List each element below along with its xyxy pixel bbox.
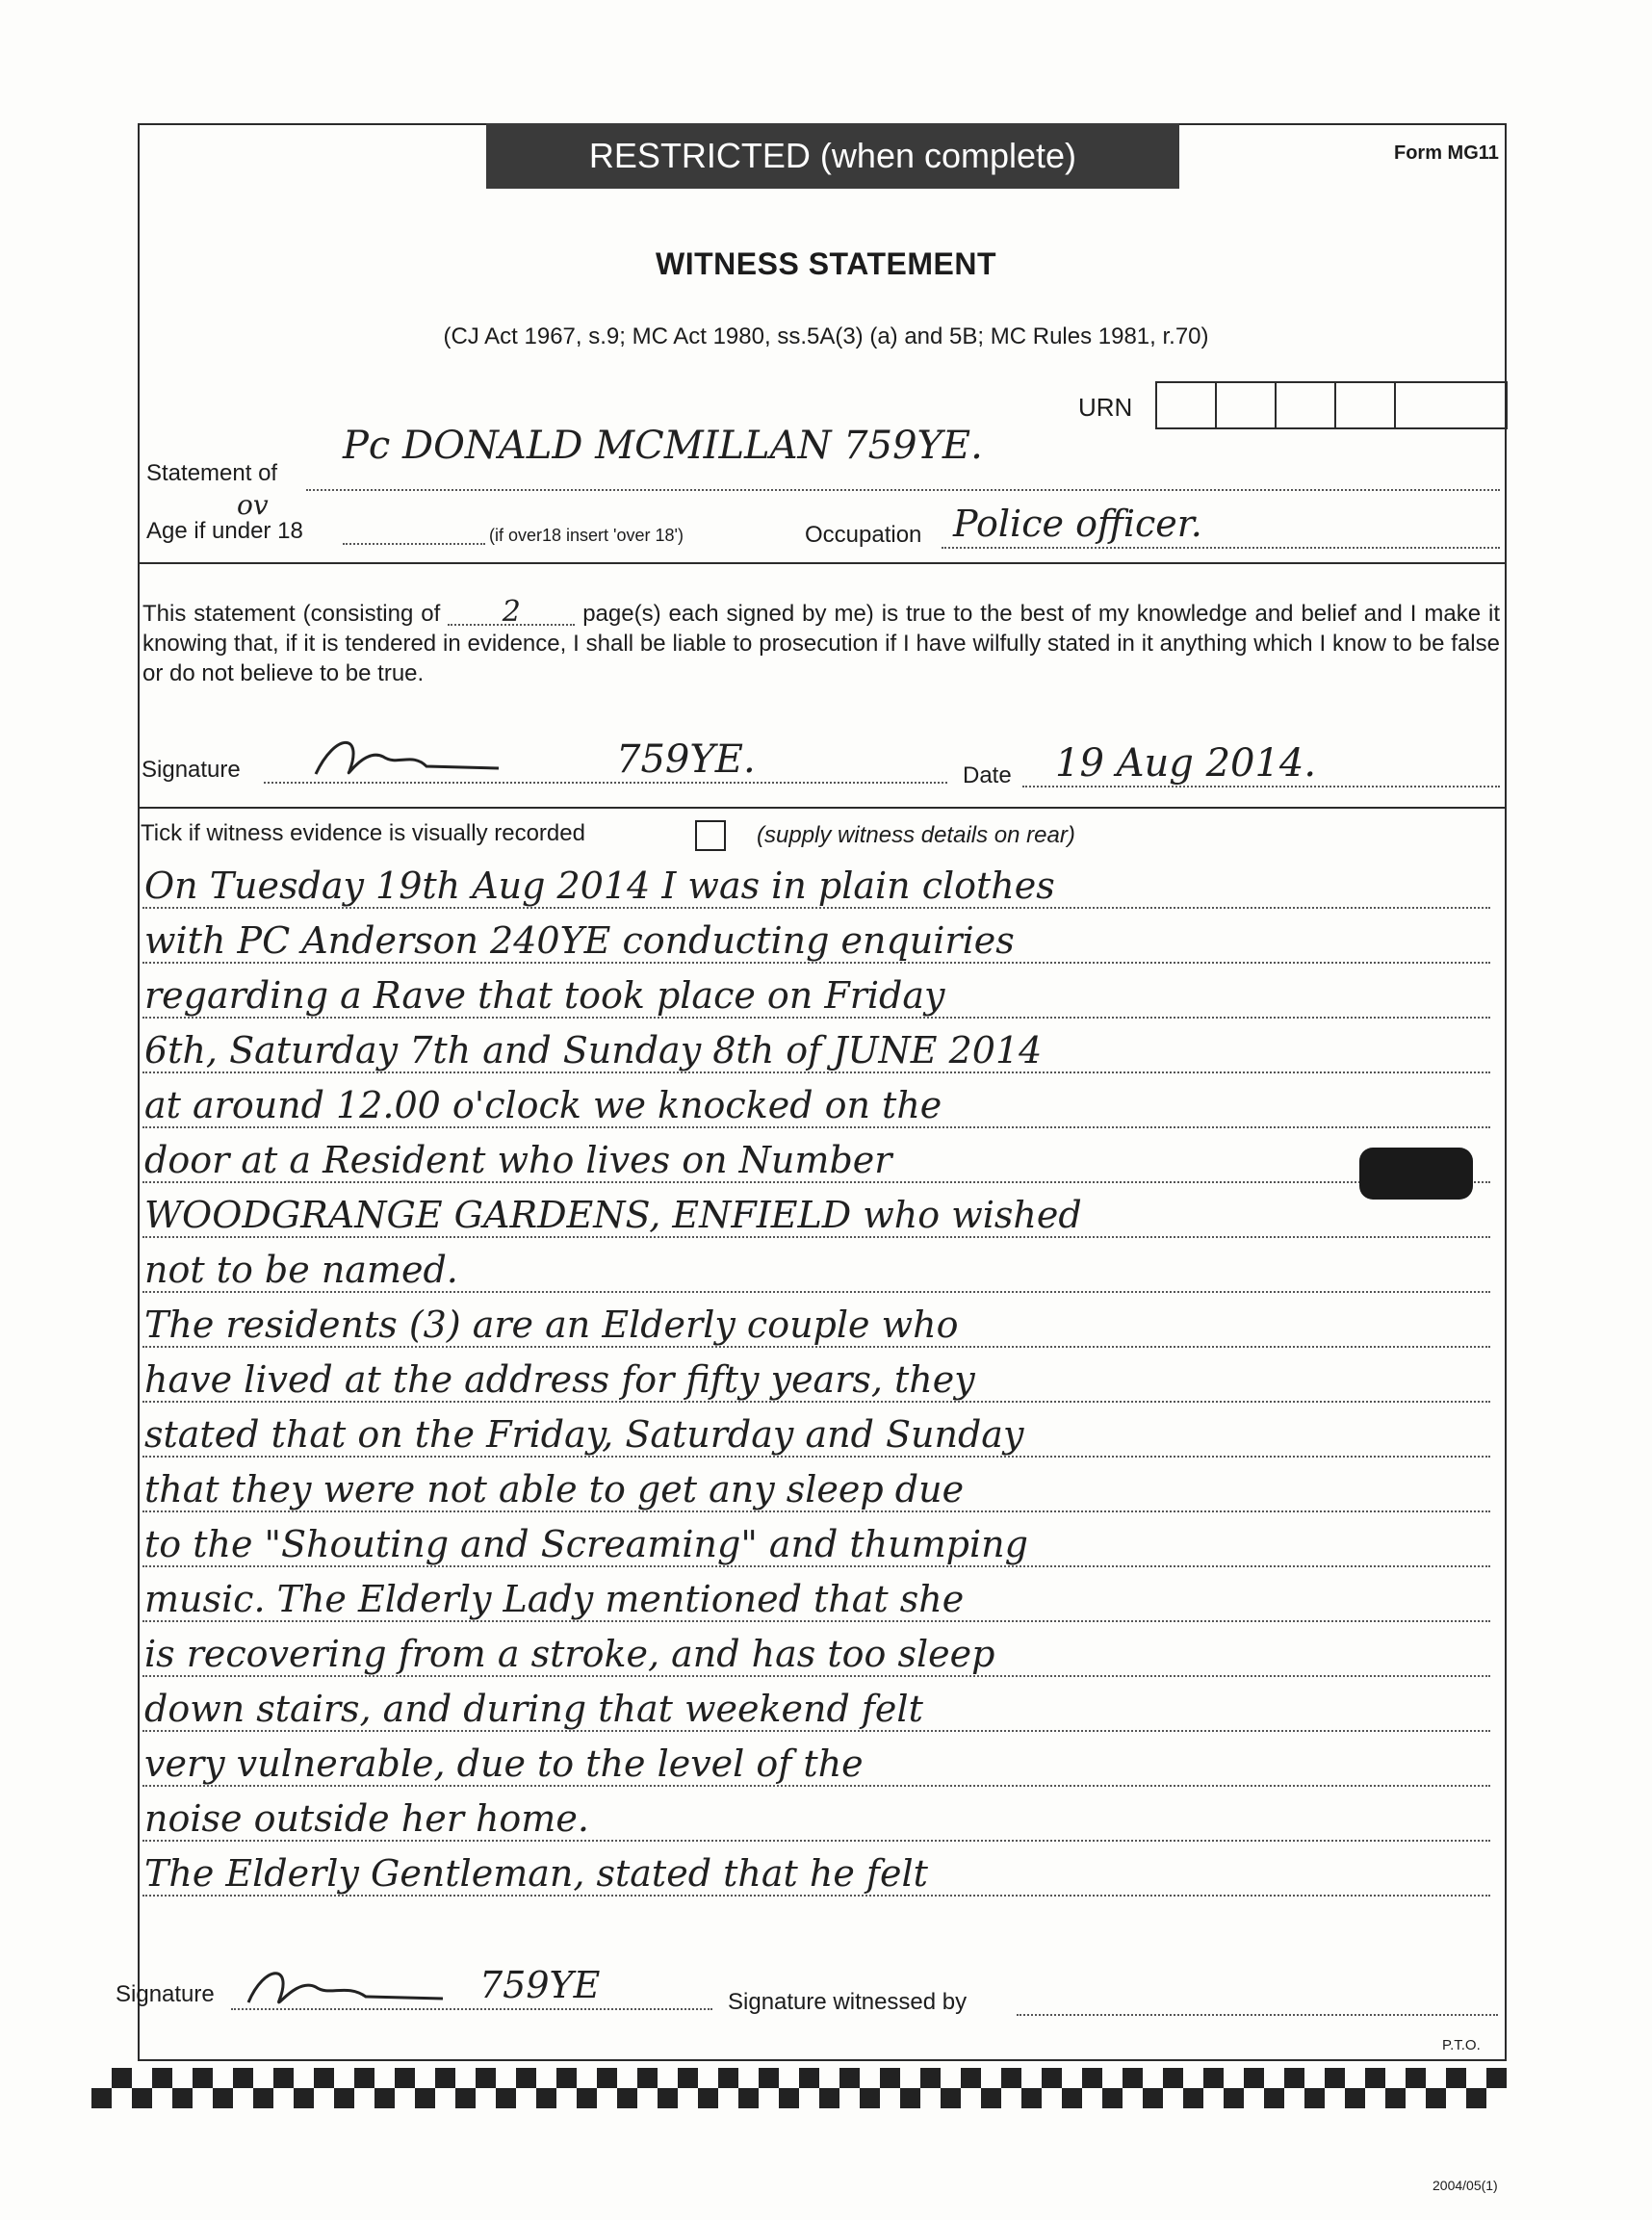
statement-line: WOODGRANGE GARDENS, ENFIELD who wished [144,1194,1082,1236]
pto-label: P.T.O. [1442,2037,1481,2053]
age-note: (if over18 insert 'over 18') [489,526,684,545]
statement-of-label: Statement of [146,460,278,486]
date-label: Date [963,762,1012,788]
form-number: Form MG11 [1394,142,1499,164]
urn-box[interactable] [1394,381,1508,429]
declaration-before: This statement (consisting of [142,601,441,627]
urn-box[interactable] [1155,381,1217,429]
statement-line: stated that on the Friday, Saturday and Sunday [144,1413,1024,1456]
date-line [1022,786,1500,787]
statement-line: regarding a Rave that took place on Friday [144,974,945,1017]
section-divider [138,807,1507,809]
pages-count[interactable]: 2 [448,601,575,626]
statement-line: very vulnerable, due to the level of the [144,1742,864,1785]
urn-box[interactable] [1334,381,1396,429]
restricted-banner: RESTRICTED (when complete) [486,123,1179,189]
urn-label: URN [1078,393,1133,422]
witnessed-line [1017,2014,1498,2016]
section-divider [138,562,1507,564]
visual-record-label: Tick if witness evidence is visually recorded [141,820,585,846]
occupation-value[interactable]: Police officer. [953,503,1202,545]
declaration-text [142,595,1501,688]
visual-record-checkbox[interactable] [695,820,726,851]
redaction-block [1359,1148,1473,1200]
witnessed-label: Signature witnessed by [728,1989,968,2015]
footer-signature-line [231,2008,712,2010]
age-label: Age if under 18 [146,518,303,544]
signature-value[interactable]: 759YE. [616,737,756,782]
statement-line: down stairs, and during that weekend felt [144,1688,923,1730]
signature-line [264,782,947,784]
occupation-label: Occupation [805,522,922,548]
urn-box[interactable] [1275,381,1336,429]
footer-signature-scribble-icon [241,1960,452,2014]
statement-line: not to be named. [144,1249,458,1291]
statement-of-value[interactable]: Pc DONALD MCMILLAN 759YE. [343,424,983,468]
supply-note: (supply witness details on rear) [757,822,1075,848]
statement-line: that they were not able to get any sleep due [144,1468,965,1510]
footer-signature-label: Signature [116,1981,215,2007]
statement-line: is recovering from a stroke, and has too sleep [144,1633,995,1675]
statement-line: door at a Resident who lives on Number [144,1139,892,1181]
statement-line: music. The Elderly Lady mentioned that she [144,1578,965,1620]
statement-line: The Elderly Gentleman, stated that he felt [144,1852,928,1895]
statement-of-line [306,489,1500,491]
statement-line: have lived at the address for fifty years, they [144,1358,975,1401]
age-line [343,543,485,545]
statement-line: 6th, Saturday 7th and Sunday 8th of JUNE 2014 [144,1029,1043,1071]
statement-line: at around 12.00 o'clock we knocked on the [144,1084,942,1126]
signature-label: Signature [142,757,241,783]
form-code: 2004/05(1) [1433,2178,1498,2193]
police-checker-band [91,2068,1507,2108]
signature-scribble-icon [306,728,508,786]
age-correction: ov [237,489,269,521]
statement-line: The residents (3) are an Elderly couple who [144,1304,959,1346]
statement-line: On Tuesday 19th Aug 2014 I was in plain clothes [144,865,1055,907]
legal-reference: (CJ Act 1967, s.9; MC Act 1980, ss.5A(3) (a) and 5B; MC Rules 1981, r.70) [443,323,1209,349]
statement-line: to the "Shouting and Screaming" and thumping [144,1523,1028,1565]
urn-box[interactable] [1215,381,1277,429]
date-value[interactable]: 19 Aug 2014. [1055,741,1317,786]
footer-signature-value[interactable]: 759YE [479,1964,601,2006]
statement-line: noise outside her home. [144,1797,589,1840]
occupation-line [942,547,1500,549]
declaration-after: page(s) each signed by me) is true to the best of my knowledge and belief and I make it knowing that, if it is tendered in evidence, I shall be liable to prosecution if I have wilfully stated in it anything which I know to be false or do not believe to be true. [142,601,1501,686]
page-title: WITNESS STATEMENT [656,246,996,281]
statement-line: with PC Anderson 240YE conducting enquiries [144,919,1015,962]
